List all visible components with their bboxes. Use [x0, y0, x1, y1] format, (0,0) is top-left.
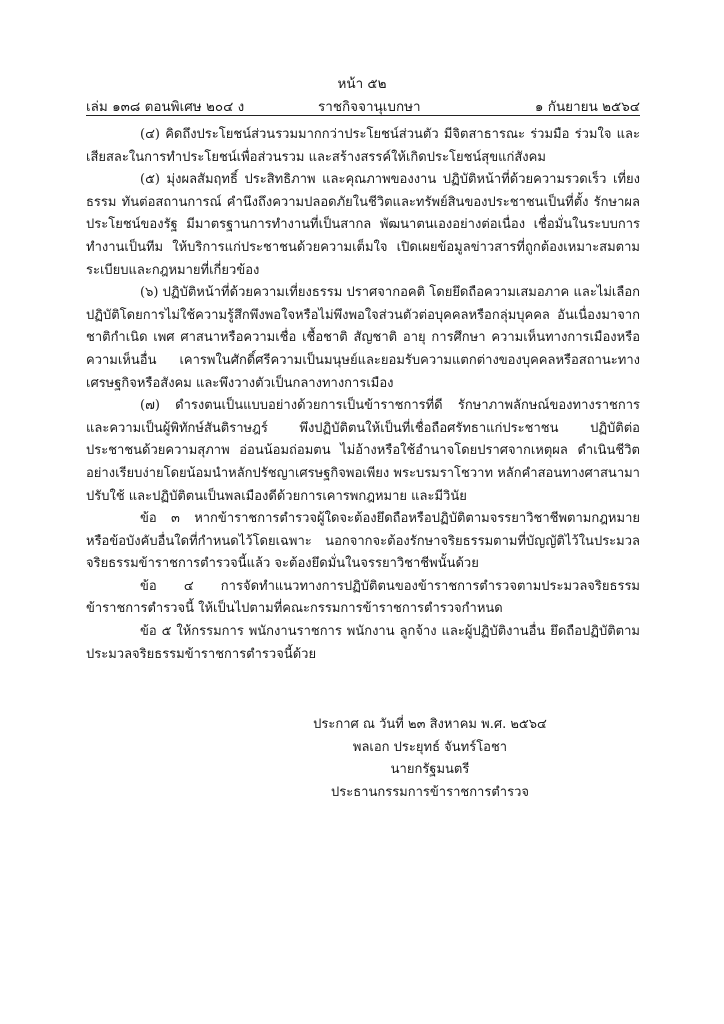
signatory-name: พลเอก ประยุทธ์ จันทร์โอชา: [352, 739, 508, 755]
signatory-role: ประธานกรรมการข้าราชการตำรวจ: [331, 784, 529, 800]
gazette-header: [86, 95, 640, 113]
volume-issue: เล่ม ๑๓๘ ตอนพิเศษ ๒๐๔ ง: [86, 99, 245, 115]
article-5: ข้อ ๕ ให้กรรมการ พนักงานราชการ พนักงาน ลูกจ้าง และผู้ปฏิบัติงานอื่น ยึดถือปฏิบัติตามประมวลจริยธรรมข้าราชการตำรวจนี้ด้วย: [86, 624, 640, 662]
article-3: ข้อ ๓ หากข้าราชการตำรวจผู้ใดจะต้องยึดถือหรือปฏิบัติตามจรรยาวิชาชีพตามกฎหมายหรือข้อบังคับอื่นใดที่กำหนดไว้โดยเฉพาะ นอกจากจะต้องรักษาจริยธรรมตามที่บัญญัติไว้ในประมวลจริยธรรมข้าราชการตำรวจนี้แล้ว จะต้องยึดมั่นในจรรยาวิชาชีพนั้นด้วย: [86, 511, 640, 572]
page-number: หน้า ๕๒: [337, 76, 387, 92]
gazette-title: ราชกิจจานุเบกษา: [318, 99, 421, 115]
announcement-date: ประกาศ ณ วันที่ ๒๓ สิงหาคม พ.ศ. ๒๕๖๔: [313, 717, 547, 732]
signatory-position: นายกรัฐมนตรี: [390, 762, 470, 778]
clause-item-4: (๔) คิดถึงประโยชน์ส่วนรวมมากกว่าประโยชน์ส่วนตัว มีจิตสาธารณะ ร่วมมือ ร่วมใจ และเสียสละในการทำประโยชน์เพื่อส่วนรวม และสร้างสรรค์ให้เกิดประโยชน์สุขแก่สังคม: [86, 127, 640, 165]
clause-item-5: (๕) มุ่งผลสัมฤทธิ์ ประสิทธิภาพ และคุณภาพของงาน ปฏิบัติหน้าที่ด้วยความรวดเร็ว เที่ยงธรรม ทันต่อสถานการณ์ คำนึงถึงความปลอดภัยในชีวิตและทรัพย์สินของประชาชนเป็นที่ตั้ง รักษาผลประโยชน์ของรัฐ มีมาตรฐานการทำงานที่เป็นสากล พัฒนาตนเองอย่างต่อเนื่อง เชื่อมั่นในระบบการทำงานเป็นทีม ให้บริการแก่ประชาชนด้วยความเต็มใจ เปิดเผยข้อมูลข่าวสารที่ถูกต้องเหมาะสมตามระเบียบและกฎหมายที่เกี่ยวข้อง: [86, 172, 640, 278]
clause-item-7: (๗) ดำรงตนเป็นแบบอย่างด้วยการเป็นข้าราชการที่ดี รักษาภาพลักษณ์ของทางราชการและความเป็นผู้พิทักษ์สันติราษฎร์ พึงปฏิบัติตนให้เป็นที่เชื่อถือศรัทธาแก่ประชาชน ปฏิบัติต่อประชาชนด้วยความสุภาพ อ่อนน้อมถ่อมตน ไม่อ้างหรือใช้อำนาจโดยปราศจากเหตุผล ดำเนินชีวิตอย่างเรียบง่ายโดยน้อมนำหลักปรัชญาเศรษฐกิจพอเพียง พระบรมราโชวาท หลักคำสอนทางศาสนามาปรับใช้ และปฏิบัติตนเป็นพลเมืองดีด้วยการเคารพกฎหมาย และมีวินัย: [86, 398, 640, 504]
clause-item-6: (๖) ปฏิบัติหน้าที่ด้วยความเที่ยงธรรม ปราศจากอคติ โดยยึดถือความเสมอภาค และไม่เลือกปฏิบัติโดยการไม่ใช้ความรู้สึกพึงพอใจหรือไม่พึงพอใจส่วนตัวต่อบุคคลหรือกลุ่มบุคคล อันเนื่องมาจากชาติกำเนิด เพศ ศาสนาหรือความเชื่อ เชื้อชาติ สัญชาติ อายุ การศึกษา ความเห็นทางการเมืองหรือความเห็นอื่น เคารพในศักดิ์ศรีความเป็นมนุษย์และยอมรับความแตกต่างของบุคคลหรือสถานะทางเศรษฐกิจหรือสังคม และพึงวางตัวเป็นกลางทางการเมือง: [86, 285, 640, 391]
header-divider: [86, 115, 640, 116]
document-body: [86, 124, 640, 666]
signature-block: [230, 714, 630, 804]
publication-date: ๑ กันยายน ๒๕๖๔: [534, 99, 640, 115]
article-4: ข้อ ๔ การจัดทำแนวทางการปฏิบัติตนของข้าราชการตำรวจตามประมวลจริยธรรมข้าราชการตำรวจนี้ ให้เป็นไปตามที่คณะกรรมการข้าราชการตำรวจกำหนด: [86, 578, 640, 617]
